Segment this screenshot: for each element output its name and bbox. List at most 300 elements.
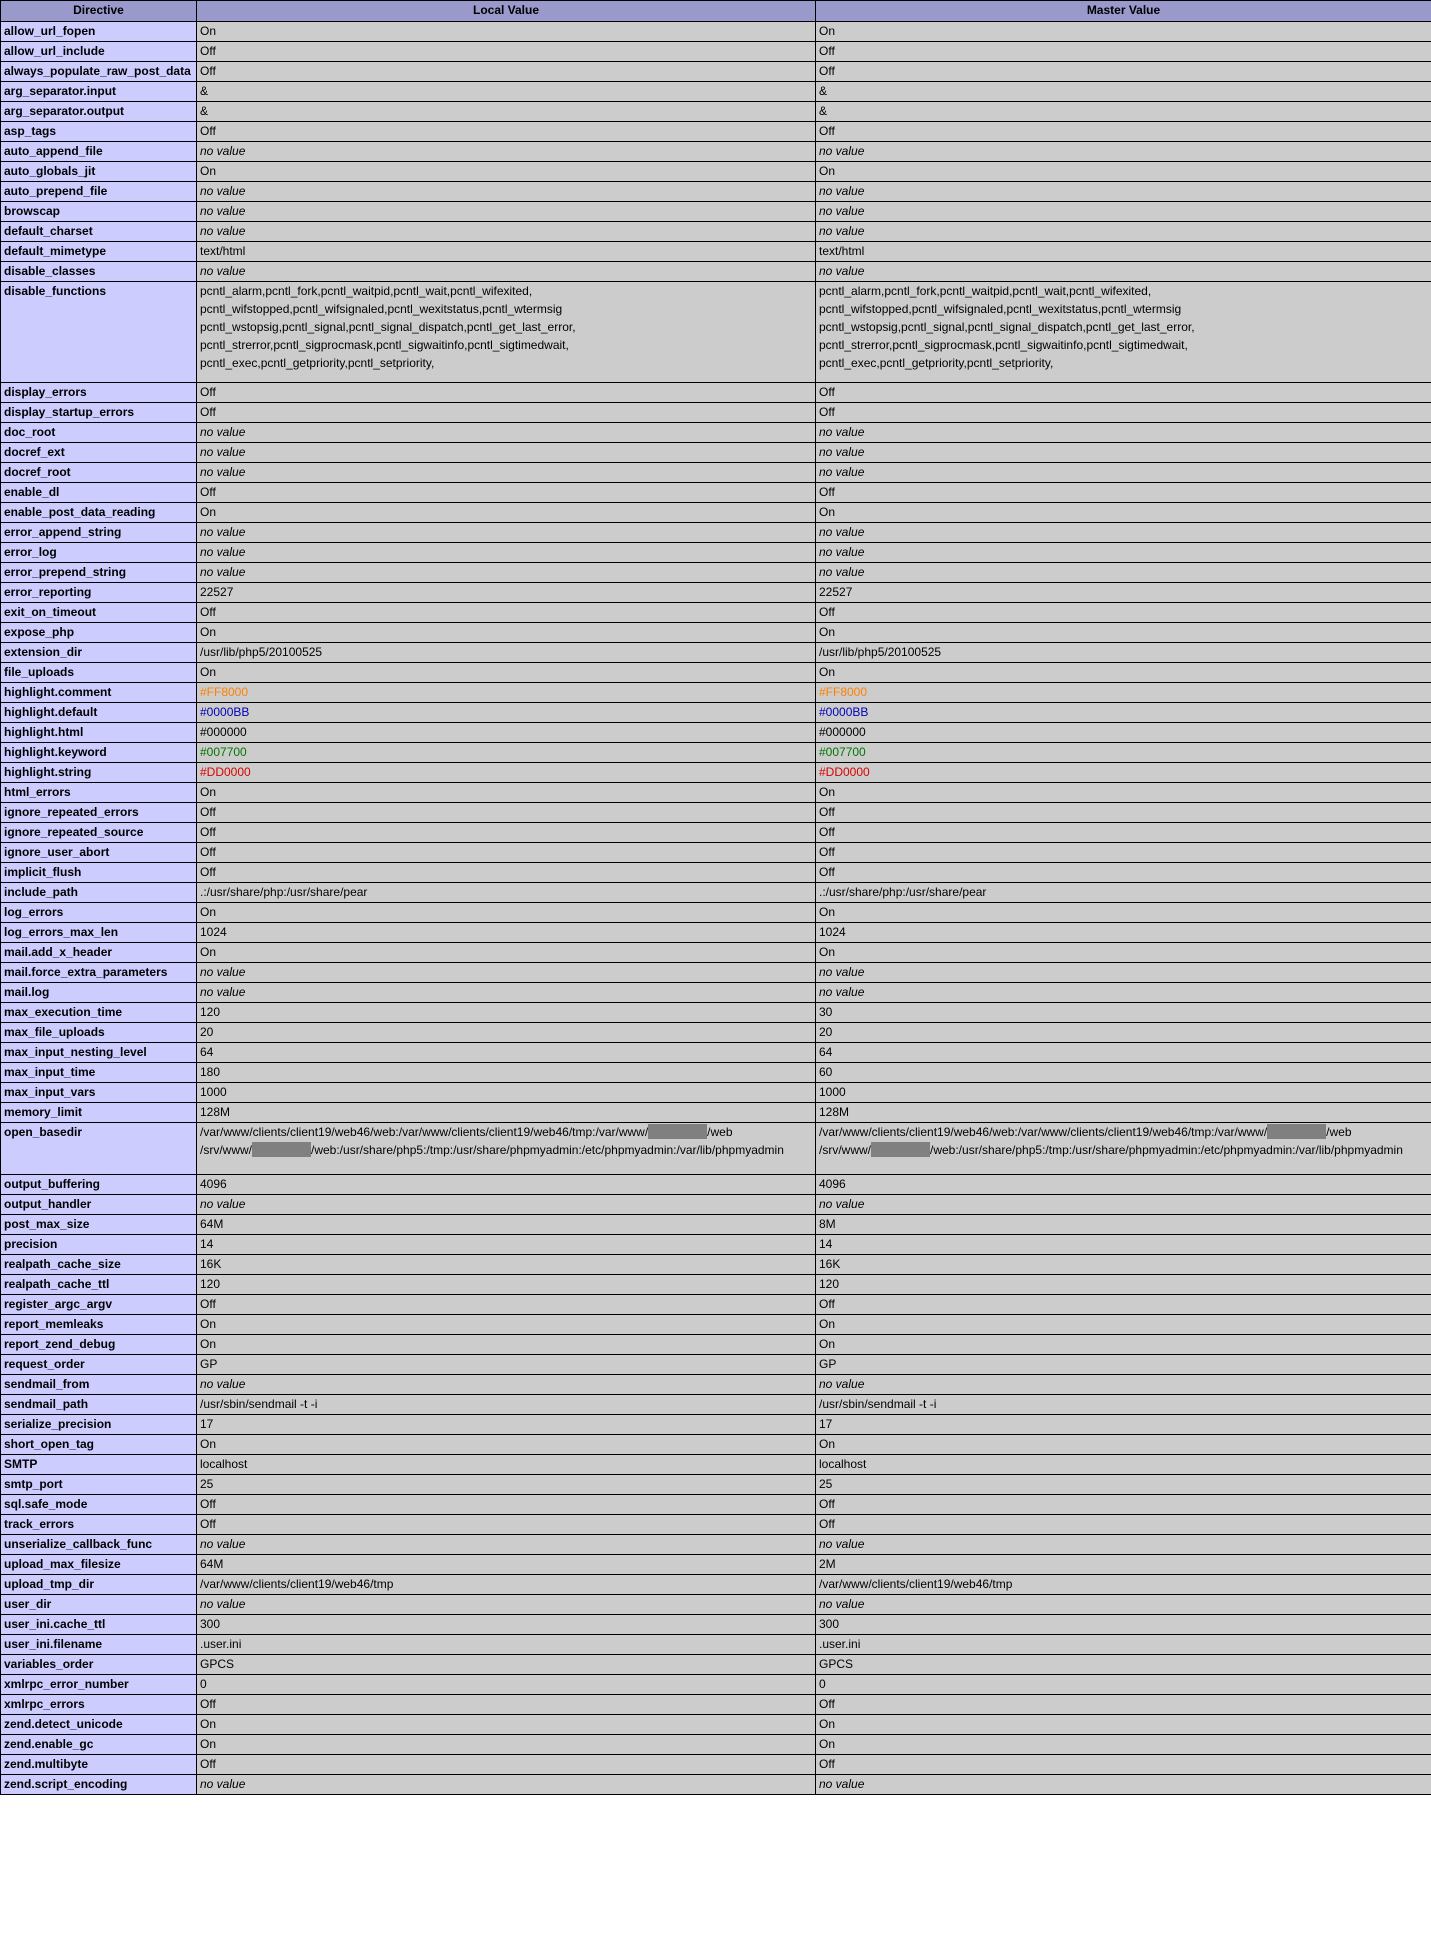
- directive-name: default_mimetype: [1, 242, 197, 262]
- master-value: [816, 703, 1431, 723]
- table-row: [1, 923, 1431, 943]
- local-value: [197, 563, 816, 583]
- master-value: On: [816, 1715, 1431, 1735]
- local-value: [197, 1375, 816, 1395]
- table-row: [1, 963, 1431, 983]
- directive-name: highlight.string: [1, 763, 197, 783]
- directive-name: report_zend_debug: [1, 1335, 197, 1355]
- local-value: Off: [197, 803, 816, 823]
- local-value: On: [197, 943, 816, 963]
- value-segment: /srv/www/: [819, 1143, 871, 1157]
- table-row: [1, 182, 1431, 202]
- table-row: [1, 82, 1431, 102]
- directive-name: error_reporting: [1, 583, 197, 603]
- master-value: 1000: [816, 1083, 1431, 1103]
- local-value: GP: [197, 1355, 816, 1375]
- master-value: [816, 1595, 1431, 1615]
- directive-name: display_startup_errors: [1, 403, 197, 423]
- table-row: [1, 1275, 1431, 1295]
- local-value: 128M: [197, 1103, 816, 1123]
- master-value: Off: [816, 1515, 1431, 1535]
- table-row: [1, 503, 1431, 523]
- color-value: #000000: [200, 725, 247, 739]
- master-value: Off: [816, 843, 1431, 863]
- master-value: On: [816, 663, 1431, 683]
- table-row: [1, 222, 1431, 242]
- value-segment: /web:/usr/share/php5:/tmp:/usr/share/phpmyadmin:/etc/phpmyadmin:/var/lib/phpmyadmin: [311, 1143, 784, 1157]
- local-value: On: [197, 783, 816, 803]
- master-value: 17: [816, 1415, 1431, 1435]
- master-value: [816, 142, 1431, 162]
- directive-name: auto_globals_jit: [1, 162, 197, 182]
- no-value-text: no value: [200, 565, 246, 579]
- master-value: .user.ini: [816, 1635, 1431, 1655]
- table-row: [1, 1315, 1431, 1335]
- master-value: 128M: [816, 1103, 1431, 1123]
- local-value: On: [197, 1335, 816, 1355]
- local-value: Off: [197, 603, 816, 623]
- no-value-text: no value: [200, 1597, 246, 1611]
- no-value-text: no value: [200, 1197, 246, 1211]
- directive-name: enable_post_data_reading: [1, 503, 197, 523]
- local-value: Off: [197, 1515, 816, 1535]
- table-row: [1, 1615, 1431, 1635]
- color-value: #DD0000: [819, 765, 870, 779]
- redacted-block: [871, 1142, 930, 1157]
- no-value-text: no value: [200, 525, 246, 539]
- no-value-text: no value: [819, 204, 865, 218]
- local-value: .:/usr/share/php:/usr/share/pear: [197, 883, 816, 903]
- master-value: Off: [816, 62, 1431, 82]
- table-row: [1, 1083, 1431, 1103]
- table-row: [1, 122, 1431, 142]
- master-value: Off: [816, 42, 1431, 62]
- table-row: [1, 863, 1431, 883]
- redacted-block: [1267, 1124, 1326, 1139]
- local-value: Off: [197, 62, 816, 82]
- table-row: [1, 1495, 1431, 1515]
- no-value-text: no value: [200, 1777, 246, 1791]
- directive-name: upload_max_filesize: [1, 1555, 197, 1575]
- directive-name: browscap: [1, 202, 197, 222]
- no-value-text: no value: [819, 184, 865, 198]
- local-value: 1000: [197, 1083, 816, 1103]
- no-value-text: no value: [819, 1597, 865, 1611]
- directive-name: serialize_precision: [1, 1415, 197, 1435]
- master-value: Off: [816, 403, 1431, 423]
- master-value: On: [816, 943, 1431, 963]
- local-value: 16K: [197, 1255, 816, 1275]
- master-value: [816, 563, 1431, 583]
- table-row: [1, 443, 1431, 463]
- master-value: On: [816, 162, 1431, 182]
- local-value: 25: [197, 1475, 816, 1495]
- value-segment: /var/www/clients/client19/web46/web:/var/www/clients/client19/web46/tmp:/var/www/: [200, 1125, 649, 1139]
- table-row: [1, 803, 1431, 823]
- local-value: Off: [197, 863, 816, 883]
- no-value-text: no value: [819, 1537, 865, 1551]
- no-value-text: no value: [200, 1377, 246, 1391]
- master-value: 14: [816, 1235, 1431, 1255]
- table-row: [1, 1775, 1431, 1795]
- master-value: 25: [816, 1475, 1431, 1495]
- master-value: On: [816, 1315, 1431, 1335]
- table-row: [1, 1215, 1431, 1235]
- directive-name: open_basedir: [1, 1123, 197, 1175]
- local-value: 64M: [197, 1215, 816, 1235]
- table-row: [1, 763, 1431, 783]
- table-row: [1, 1355, 1431, 1375]
- local-value: [197, 543, 816, 563]
- directive-name: mail.add_x_header: [1, 943, 197, 963]
- master-value: [816, 222, 1431, 242]
- master-value: 30: [816, 1003, 1431, 1023]
- table-row: [1, 22, 1431, 42]
- value-segment: /web: [1326, 1125, 1352, 1139]
- local-value: 20: [197, 1023, 816, 1043]
- local-value: [197, 1595, 816, 1615]
- table-row: [1, 783, 1431, 803]
- master-value: /var/www/clients/client19/web46/tmp: [816, 1575, 1431, 1595]
- directive-name: short_open_tag: [1, 1435, 197, 1455]
- directive-name: smtp_port: [1, 1475, 197, 1495]
- table-row: [1, 663, 1431, 683]
- table-row: [1, 1575, 1431, 1595]
- directive-name: error_log: [1, 543, 197, 563]
- table-row: [1, 983, 1431, 1003]
- directive-name: variables_order: [1, 1655, 197, 1675]
- table-row: [1, 1555, 1431, 1575]
- table-row: [1, 623, 1431, 643]
- color-value: #0000BB: [819, 705, 869, 719]
- table-row: [1, 1123, 1431, 1175]
- directive-name: arg_separator.output: [1, 102, 197, 122]
- local-value: Off: [197, 42, 816, 62]
- table-row: [1, 1003, 1431, 1023]
- table-row: [1, 1335, 1431, 1355]
- no-value-text: no value: [200, 465, 246, 479]
- master-value: GPCS: [816, 1655, 1431, 1675]
- value-segment: /srv/www/: [200, 1143, 252, 1157]
- table-row: [1, 1595, 1431, 1615]
- table-row: [1, 1395, 1431, 1415]
- table-row: [1, 643, 1431, 663]
- master-value: Off: [816, 122, 1431, 142]
- local-value: [197, 1775, 816, 1795]
- directive-name: doc_root: [1, 423, 197, 443]
- local-value: On: [197, 1315, 816, 1335]
- directive-name: ignore_user_abort: [1, 843, 197, 863]
- directive-name: max_input_vars: [1, 1083, 197, 1103]
- local-value: 64: [197, 1043, 816, 1063]
- directive-name: report_memleaks: [1, 1315, 197, 1335]
- master-value: 300: [816, 1615, 1431, 1635]
- master-value: [816, 1775, 1431, 1795]
- no-value-text: no value: [819, 1777, 865, 1791]
- directive-name: default_charset: [1, 222, 197, 242]
- local-value: [197, 723, 816, 743]
- master-value: [816, 1535, 1431, 1555]
- local-value: Off: [197, 483, 816, 503]
- master-value: On: [816, 903, 1431, 923]
- directive-name: mail.force_extra_parameters: [1, 963, 197, 983]
- master-value: text/html: [816, 242, 1431, 262]
- master-value: GP: [816, 1355, 1431, 1375]
- table-row: [1, 1735, 1431, 1755]
- table-row: [1, 1375, 1431, 1395]
- table-row: [1, 1535, 1431, 1555]
- local-value: [197, 463, 816, 483]
- table-row: [1, 883, 1431, 903]
- master-value: [816, 963, 1431, 983]
- master-value: localhost: [816, 1455, 1431, 1475]
- local-value: GPCS: [197, 1655, 816, 1675]
- directive-name: implicit_flush: [1, 863, 197, 883]
- table-row: [1, 703, 1431, 723]
- no-value-text: no value: [819, 465, 865, 479]
- directive-name: sql.safe_mode: [1, 1495, 197, 1515]
- master-value: Off: [816, 1295, 1431, 1315]
- table-row: [1, 943, 1431, 963]
- local-value: text/html: [197, 242, 816, 262]
- table-row: [1, 1235, 1431, 1255]
- directive-name: memory_limit: [1, 1103, 197, 1123]
- directive-name: disable_classes: [1, 262, 197, 282]
- local-value: 14: [197, 1235, 816, 1255]
- master-value: [816, 723, 1431, 743]
- local-value: [197, 142, 816, 162]
- local-value: [197, 963, 816, 983]
- local-value: 64M: [197, 1555, 816, 1575]
- master-value: [816, 282, 1431, 383]
- local-value: 22527: [197, 583, 816, 603]
- table-row: [1, 42, 1431, 62]
- local-value: On: [197, 503, 816, 523]
- master-value: .:/usr/share/php:/usr/share/pear: [816, 883, 1431, 903]
- directive-name: max_file_uploads: [1, 1023, 197, 1043]
- master-value: On: [816, 1335, 1431, 1355]
- master-value: On: [816, 623, 1431, 643]
- local-value: localhost: [197, 1455, 816, 1475]
- directive-name: mail.log: [1, 983, 197, 1003]
- master-value: [816, 1375, 1431, 1395]
- master-value: 60: [816, 1063, 1431, 1083]
- master-value: [816, 262, 1431, 282]
- local-value: [197, 983, 816, 1003]
- master-value: On: [816, 22, 1431, 42]
- directive-name: xmlrpc_error_number: [1, 1675, 197, 1695]
- value-line: pcntl_exec,pcntl_getpriority,pcntl_setpriority,: [200, 356, 435, 370]
- directive-name: arg_separator.input: [1, 82, 197, 102]
- value-line: pcntl_strerror,pcntl_sigprocmask,pcntl_sigwaitinfo,pcntl_sigtimedwait,: [819, 338, 1188, 352]
- directive-name: max_execution_time: [1, 1003, 197, 1023]
- value-line: pcntl_wstopsig,pcntl_signal,pcntl_signal_dispatch,pcntl_get_last_error,: [200, 320, 576, 334]
- directive-name: output_handler: [1, 1195, 197, 1215]
- directive-name: user_ini.cache_ttl: [1, 1615, 197, 1635]
- color-value: #0000BB: [200, 705, 250, 719]
- no-value-text: no value: [200, 224, 246, 238]
- table-row: [1, 1255, 1431, 1275]
- directive-name: allow_url_include: [1, 42, 197, 62]
- master-value: [816, 683, 1431, 703]
- master-value: Off: [816, 803, 1431, 823]
- master-value: [816, 523, 1431, 543]
- directive-name: register_argc_argv: [1, 1295, 197, 1315]
- table-row: [1, 403, 1431, 423]
- redacted-block: [252, 1142, 311, 1157]
- local-value: 0: [197, 1675, 816, 1695]
- no-value-text: no value: [819, 425, 865, 439]
- header-master-value: Master Value: [816, 1, 1431, 22]
- table-row: [1, 603, 1431, 623]
- local-value: [197, 523, 816, 543]
- master-value: 1024: [816, 923, 1431, 943]
- local-value: 1024: [197, 923, 816, 943]
- master-value: Off: [816, 863, 1431, 883]
- table-row: [1, 1755, 1431, 1775]
- master-value: [816, 202, 1431, 222]
- master-value: [816, 463, 1431, 483]
- directive-name: error_append_string: [1, 523, 197, 543]
- table-row: [1, 1103, 1431, 1123]
- value-line: pcntl_alarm,pcntl_fork,pcntl_waitpid,pcntl_wait,pcntl_wifexited,: [819, 284, 1152, 298]
- master-value: 8M: [816, 1215, 1431, 1235]
- directive-name: sendmail_path: [1, 1395, 197, 1415]
- directive-name: track_errors: [1, 1515, 197, 1535]
- table-row: [1, 1175, 1431, 1195]
- table-row: [1, 1043, 1431, 1063]
- local-value: 180: [197, 1063, 816, 1083]
- no-value-text: no value: [200, 545, 246, 559]
- table-row: [1, 723, 1431, 743]
- local-value: /usr/sbin/sendmail -t -i: [197, 1395, 816, 1415]
- table-row: [1, 202, 1431, 222]
- directive-name: html_errors: [1, 783, 197, 803]
- directive-name: unserialize_callback_func: [1, 1535, 197, 1555]
- table-row: [1, 1655, 1431, 1675]
- master-value: Off: [816, 1695, 1431, 1715]
- table-row: [1, 1295, 1431, 1315]
- no-value-text: no value: [200, 264, 246, 278]
- table-row: [1, 823, 1431, 843]
- value-line: pcntl_exec,pcntl_getpriority,pcntl_setpriority,: [819, 356, 1054, 370]
- local-value: Off: [197, 1495, 816, 1515]
- directive-name: log_errors_max_len: [1, 923, 197, 943]
- master-value: 64: [816, 1043, 1431, 1063]
- local-value: [197, 262, 816, 282]
- no-value-text: no value: [200, 184, 246, 198]
- master-value: &: [816, 102, 1431, 122]
- local-value: Off: [197, 1755, 816, 1775]
- master-value: 2M: [816, 1555, 1431, 1575]
- directive-name: expose_php: [1, 623, 197, 643]
- local-value: 17: [197, 1415, 816, 1435]
- color-value: #007700: [200, 745, 247, 759]
- directive-name: max_input_nesting_level: [1, 1043, 197, 1063]
- local-value: [197, 182, 816, 202]
- master-value: Off: [816, 483, 1431, 503]
- value-segment: /web: [707, 1125, 733, 1139]
- directive-name: user_dir: [1, 1595, 197, 1615]
- table-row: [1, 282, 1431, 383]
- master-value: [816, 543, 1431, 563]
- no-value-text: no value: [819, 545, 865, 559]
- local-value: Off: [197, 1295, 816, 1315]
- master-value: [816, 1195, 1431, 1215]
- table-row: [1, 1023, 1431, 1043]
- local-value: [197, 743, 816, 763]
- no-value-text: no value: [819, 224, 865, 238]
- value-line: pcntl_alarm,pcntl_fork,pcntl_waitpid,pcntl_wait,pcntl_wifexited,: [200, 284, 533, 298]
- directive-name: exit_on_timeout: [1, 603, 197, 623]
- no-value-text: no value: [819, 1197, 865, 1211]
- table-row: [1, 683, 1431, 703]
- no-value-text: no value: [200, 445, 246, 459]
- local-value: On: [197, 1715, 816, 1735]
- table-row: [1, 543, 1431, 563]
- local-value: Off: [197, 403, 816, 423]
- header-local-value: Local Value: [197, 1, 816, 22]
- local-value: Off: [197, 843, 816, 863]
- directive-name: ignore_repeated_source: [1, 823, 197, 843]
- local-value: [197, 1123, 816, 1175]
- no-value-text: no value: [819, 445, 865, 459]
- directive-name: zend.detect_unicode: [1, 1715, 197, 1735]
- local-value: .user.ini: [197, 1635, 816, 1655]
- local-value: [197, 1535, 816, 1555]
- no-value-text: no value: [819, 565, 865, 579]
- master-value: 0: [816, 1675, 1431, 1695]
- no-value-text: no value: [200, 204, 246, 218]
- directive-name: post_max_size: [1, 1215, 197, 1235]
- master-value: On: [816, 1735, 1431, 1755]
- local-value: /var/www/clients/client19/web46/tmp: [197, 1575, 816, 1595]
- no-value-text: no value: [819, 965, 865, 979]
- directive-name: user_ini.filename: [1, 1635, 197, 1655]
- directive-name: docref_root: [1, 463, 197, 483]
- directive-name: precision: [1, 1235, 197, 1255]
- directive-name: request_order: [1, 1355, 197, 1375]
- directive-name: extension_dir: [1, 643, 197, 663]
- value-segment: /web:/usr/share/php5:/tmp:/usr/share/phpmyadmin:/etc/phpmyadmin:/var/lib/phpmyadmin: [930, 1143, 1403, 1157]
- no-value-text: no value: [200, 965, 246, 979]
- color-value: #FF8000: [200, 685, 249, 699]
- master-value: On: [816, 1435, 1431, 1455]
- table-row: [1, 463, 1431, 483]
- local-value: Off: [197, 1695, 816, 1715]
- table-row: [1, 1063, 1431, 1083]
- local-value: 120: [197, 1275, 816, 1295]
- table-row: [1, 262, 1431, 282]
- no-value-text: no value: [819, 525, 865, 539]
- directive-name: upload_tmp_dir: [1, 1575, 197, 1595]
- table-row: [1, 162, 1431, 182]
- table-row: [1, 1515, 1431, 1535]
- local-value: 300: [197, 1615, 816, 1635]
- table-row: [1, 142, 1431, 162]
- local-value: [197, 443, 816, 463]
- directive-name: max_input_time: [1, 1063, 197, 1083]
- table-row: [1, 743, 1431, 763]
- directive-name: realpath_cache_ttl: [1, 1275, 197, 1295]
- master-value: [816, 763, 1431, 783]
- local-value: &: [197, 82, 816, 102]
- master-value: On: [816, 503, 1431, 523]
- local-value: [197, 423, 816, 443]
- no-value-text: no value: [200, 985, 246, 999]
- local-value: [197, 1195, 816, 1215]
- directive-name: file_uploads: [1, 663, 197, 683]
